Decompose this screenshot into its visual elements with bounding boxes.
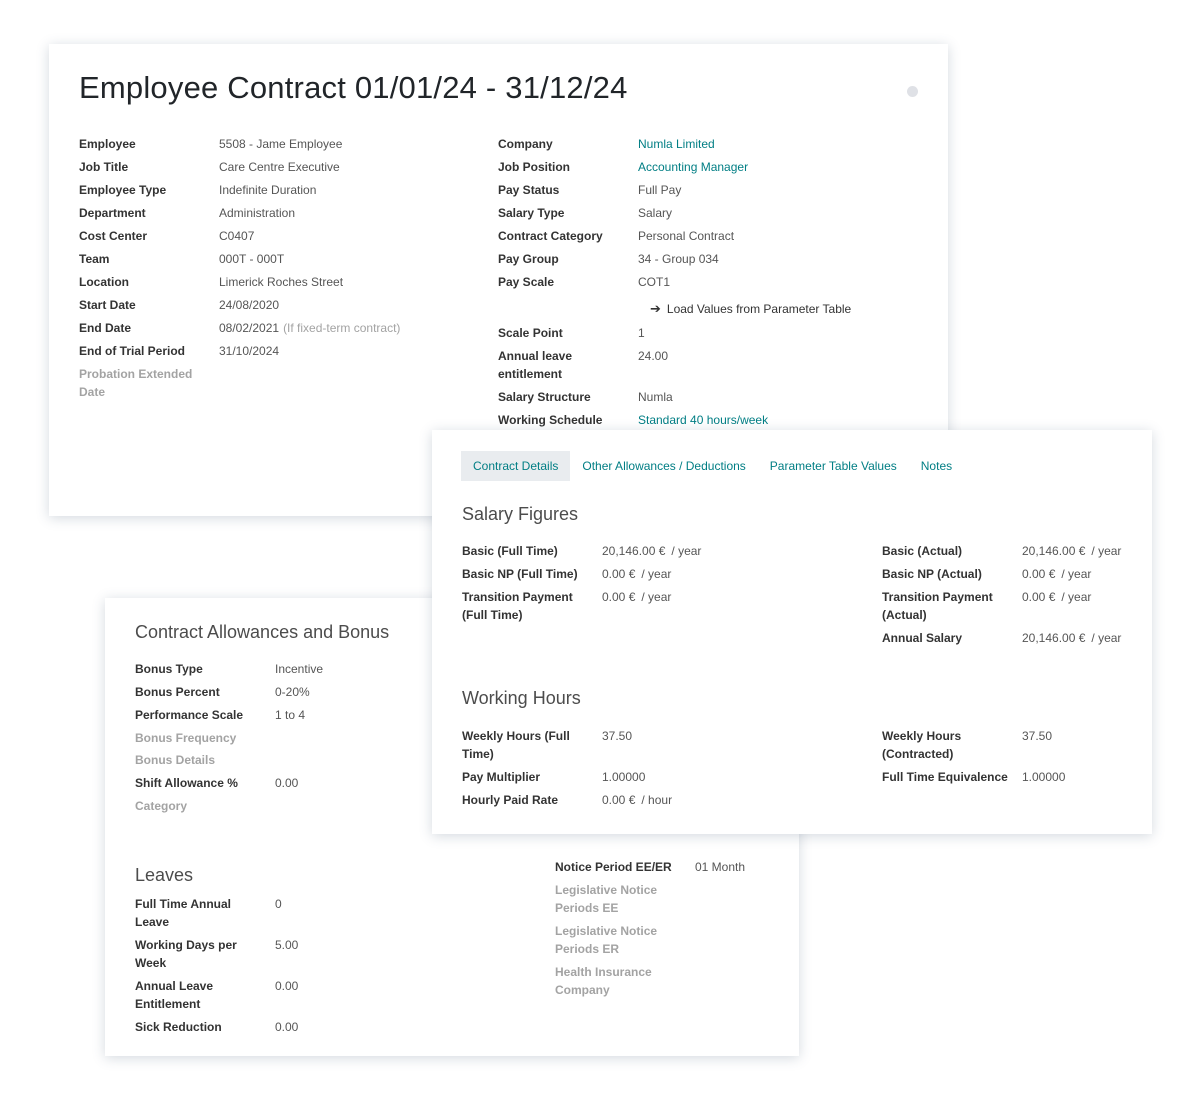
field-unit: / year <box>1061 567 1092 581</box>
field-value[interactable]: Incentive <box>275 662 324 676</box>
field-label: Salary Structure <box>498 390 591 404</box>
field-salary-type <box>498 204 672 222</box>
field-basic-np-actual <box>882 565 1091 583</box>
field-label: Cost Center <box>79 229 148 243</box>
job-position-link[interactable]: Accounting Manager <box>638 160 749 174</box>
field-label: Basic (Actual) <box>882 544 963 558</box>
load-values-label: Load Values from Parameter Table <box>666 302 852 316</box>
field-bonus-percent <box>135 683 310 701</box>
field-label: Start Date <box>79 298 136 312</box>
field-pay-multiplier <box>462 768 645 786</box>
status-indicator-icon[interactable] <box>907 86 918 97</box>
field-label: Weekly Hours (Contracted) <box>882 729 962 761</box>
field-value[interactable]: 1.00000 <box>1022 770 1066 784</box>
field-pay-scale <box>498 273 670 291</box>
field-transition-payment-full-time <box>462 588 671 624</box>
field-label: Salary Type <box>498 206 565 220</box>
field-basic-actual <box>882 542 1121 560</box>
field-value[interactable]: Salary <box>638 206 673 220</box>
field-performance-scale <box>135 706 305 724</box>
field-unit: / year <box>1091 544 1122 558</box>
field-label: Department <box>79 206 146 220</box>
field-value[interactable]: 0.00 € <box>1022 590 1056 604</box>
field-pay-group <box>498 250 719 268</box>
field-label: Weekly Hours (Full Time) <box>462 729 570 761</box>
field-hourly-paid-rate <box>462 791 672 809</box>
tab-other-allowances[interactable]: Other Allowances / Deductions <box>582 459 746 473</box>
field-start-date <box>79 296 279 314</box>
field-annual-salary <box>882 629 1121 647</box>
field-job-position <box>498 158 748 176</box>
field-value[interactable]: 0.00 € <box>602 567 636 581</box>
field-value[interactable]: Indefinite Duration <box>219 183 317 197</box>
field-value[interactable]: 1 <box>638 326 645 340</box>
field-scale-point <box>498 324 645 342</box>
field-value[interactable]: Care Centre Executive <box>219 160 340 174</box>
field-legislative-notice-er <box>555 922 695 958</box>
field-team <box>79 250 284 268</box>
contract-details-card <box>432 430 1152 834</box>
tab-parameter-table-values[interactable]: Parameter Table Values <box>769 459 897 473</box>
field-shift-allowance <box>135 774 298 792</box>
field-label: Location <box>79 275 129 289</box>
page-title: Employee Contract 01/01/24 - 31/12/24 <box>79 70 628 105</box>
field-employee-type <box>79 181 316 199</box>
field-label: Pay Multiplier <box>462 770 541 784</box>
field-label: Bonus Frequency <box>135 731 237 745</box>
field-label: Pay Scale <box>498 275 555 289</box>
field-value[interactable]: 0.00 € <box>1022 567 1056 581</box>
field-label: Bonus Percent <box>135 685 220 699</box>
allowances-title: Contract Allowances and Bonus <box>135 622 390 642</box>
leaves-title: Leaves <box>135 865 194 885</box>
field-value[interactable]: Personal Contract <box>638 229 735 243</box>
field-value[interactable]: Limerick Roches Street <box>219 275 344 289</box>
field-contract-category <box>498 227 734 245</box>
field-unit: / year <box>1061 590 1092 604</box>
field-label: Contract Category <box>498 229 603 243</box>
field-salary-structure <box>498 388 673 406</box>
field-end-date <box>79 319 400 337</box>
field-end-of-trial <box>79 342 279 360</box>
field-basic-full-time <box>462 542 701 560</box>
field-label: Shift Allowance % <box>135 776 238 790</box>
field-label: Working Days per Week <box>135 938 237 970</box>
field-label: Probation Extended Date <box>79 367 193 399</box>
field-label: Legislative Notice Periods EE <box>555 883 658 915</box>
field-transition-payment-actual <box>882 588 1091 624</box>
salary-figures-title: Salary Figures <box>462 504 579 524</box>
field-value[interactable]: 20,146.00 € <box>1022 631 1086 645</box>
field-value[interactable]: 37.50 <box>1022 729 1053 743</box>
field-unit: / year <box>641 567 672 581</box>
company-link[interactable]: Numla Limited <box>638 137 715 151</box>
field-label: Basic (Full Time) <box>462 544 558 558</box>
field-label: Working Schedule <box>498 413 603 427</box>
field-label: Category <box>135 799 188 813</box>
field-value[interactable]: 01 Month <box>695 860 746 874</box>
field-value[interactable]: 37.50 <box>602 729 633 743</box>
tab-bar <box>461 451 964 481</box>
working-schedule-link[interactable]: Standard 40 hours/week <box>638 413 769 427</box>
field-weekly-hours-full-time <box>462 727 632 763</box>
field-label: Health Insurance Company <box>555 965 652 997</box>
field-value[interactable]: 0-20% <box>275 685 310 699</box>
field-label: Annual Leave Entitlement <box>135 979 214 1011</box>
tab-contract-details[interactable]: Contract Details <box>461 451 570 481</box>
field-label: Job Position <box>498 160 570 174</box>
field-annual-leave-entitlement <box>498 347 668 383</box>
field-unit: / year <box>1091 631 1122 645</box>
field-label: Employee <box>79 137 136 151</box>
field-value[interactable]: 000T - 000T <box>219 252 285 266</box>
field-value[interactable]: 0.00 € <box>602 590 636 604</box>
field-legislative-notice-ee <box>555 881 695 917</box>
field-sick-reduction <box>135 1018 298 1036</box>
field-annual-leave-entitlement-2 <box>135 977 298 1013</box>
field-job-title <box>79 158 340 176</box>
field-value[interactable]: 0.00 <box>275 1020 299 1034</box>
field-working-schedule <box>498 411 768 429</box>
field-probation-extended <box>79 365 199 401</box>
field-label: Full Time Annual Leave <box>135 897 232 929</box>
field-working-days-per-week <box>135 936 298 972</box>
field-company <box>498 135 715 153</box>
field-unit: / year <box>671 544 702 558</box>
field-bonus-type <box>135 660 323 678</box>
field-value[interactable]: 0 <box>275 897 282 911</box>
field-location <box>79 273 343 291</box>
field-value[interactable]: COT1 <box>638 275 671 289</box>
field-label: Pay Status <box>498 183 560 197</box>
field-basic-np-full-time <box>462 565 671 583</box>
field-label: Notice Period EE/ER <box>555 860 672 874</box>
field-value[interactable]: 20,146.00 € <box>1022 544 1086 558</box>
field-label: Sick Reduction <box>135 1020 222 1034</box>
field-value[interactable]: 08/02/2021 <box>219 321 280 335</box>
field-value[interactable]: 34 - Group 034 <box>638 252 719 266</box>
field-value[interactable]: 1 to 4 <box>275 708 306 722</box>
field-unit: / year <box>641 590 672 604</box>
field-value[interactable]: 5.00 <box>275 938 299 952</box>
field-value[interactable]: 0.00 <box>275 776 299 790</box>
field-notice-period <box>555 858 745 876</box>
field-weekly-hours-contracted <box>882 727 1052 763</box>
field-label: Full Time Equivalence <box>882 770 1008 784</box>
field-label: Pay Group <box>498 252 559 266</box>
field-label: Employee Type <box>79 183 167 197</box>
field-label: Annual Salary <box>882 631 963 645</box>
field-hint: (If fixed-term contract) <box>283 321 401 335</box>
field-value[interactable]: 31/10/2024 <box>219 344 280 358</box>
load-values-button[interactable] <box>650 301 851 317</box>
field-pay-status <box>498 181 681 199</box>
field-label: Scale Point <box>498 326 563 340</box>
arrow-right-icon: ➔ <box>650 301 661 316</box>
field-department <box>79 204 295 222</box>
field-label: Basic NP (Full Time) <box>462 567 578 581</box>
field-value[interactable]: 20,146.00 € <box>602 544 666 558</box>
field-full-time-annual-leave <box>135 895 282 931</box>
field-label: Bonus Type <box>135 662 203 676</box>
field-value[interactable]: Full Pay <box>638 183 682 197</box>
field-label: Basic NP (Actual) <box>882 567 982 581</box>
field-value[interactable]: 5508 - Jame Employee <box>219 137 343 151</box>
field-value[interactable]: 1.00000 <box>602 770 646 784</box>
field-value[interactable]: 0.00 € <box>602 793 636 807</box>
field-bonus-frequency <box>135 729 275 747</box>
field-full-time-equivalence <box>882 768 1065 786</box>
field-value[interactable]: C0407 <box>219 229 255 243</box>
field-cost-center <box>79 227 254 245</box>
field-value[interactable]: Numla <box>638 390 673 404</box>
field-label: Transition Payment (Full Time) <box>462 590 573 622</box>
field-label: Team <box>79 252 110 266</box>
field-value[interactable]: 0.00 <box>275 979 299 993</box>
field-label: Bonus Details <box>135 753 216 767</box>
field-health-insurance <box>555 963 695 999</box>
field-employee <box>79 135 342 153</box>
field-label: Annual leave entitlement <box>498 349 573 381</box>
tab-notes[interactable]: Notes <box>920 459 953 473</box>
field-label: Company <box>498 137 553 151</box>
field-label: End Date <box>79 321 132 335</box>
field-label: Hourly Paid Rate <box>462 793 559 807</box>
field-label: End of Trial Period <box>79 344 186 358</box>
field-value[interactable]: 24/08/2020 <box>219 298 280 312</box>
field-label: Legislative Notice Periods ER <box>555 924 658 956</box>
field-value[interactable]: 24.00 <box>638 349 669 363</box>
working-hours-title: Working Hours <box>462 688 581 708</box>
field-category <box>135 797 275 815</box>
field-label: Performance Scale <box>135 708 244 722</box>
field-bonus-details <box>135 751 275 769</box>
field-unit: / hour <box>641 793 673 807</box>
field-value[interactable]: Administration <box>219 206 296 220</box>
field-label: Transition Payment (Actual) <box>882 590 993 622</box>
field-label: Job Title <box>79 160 129 174</box>
